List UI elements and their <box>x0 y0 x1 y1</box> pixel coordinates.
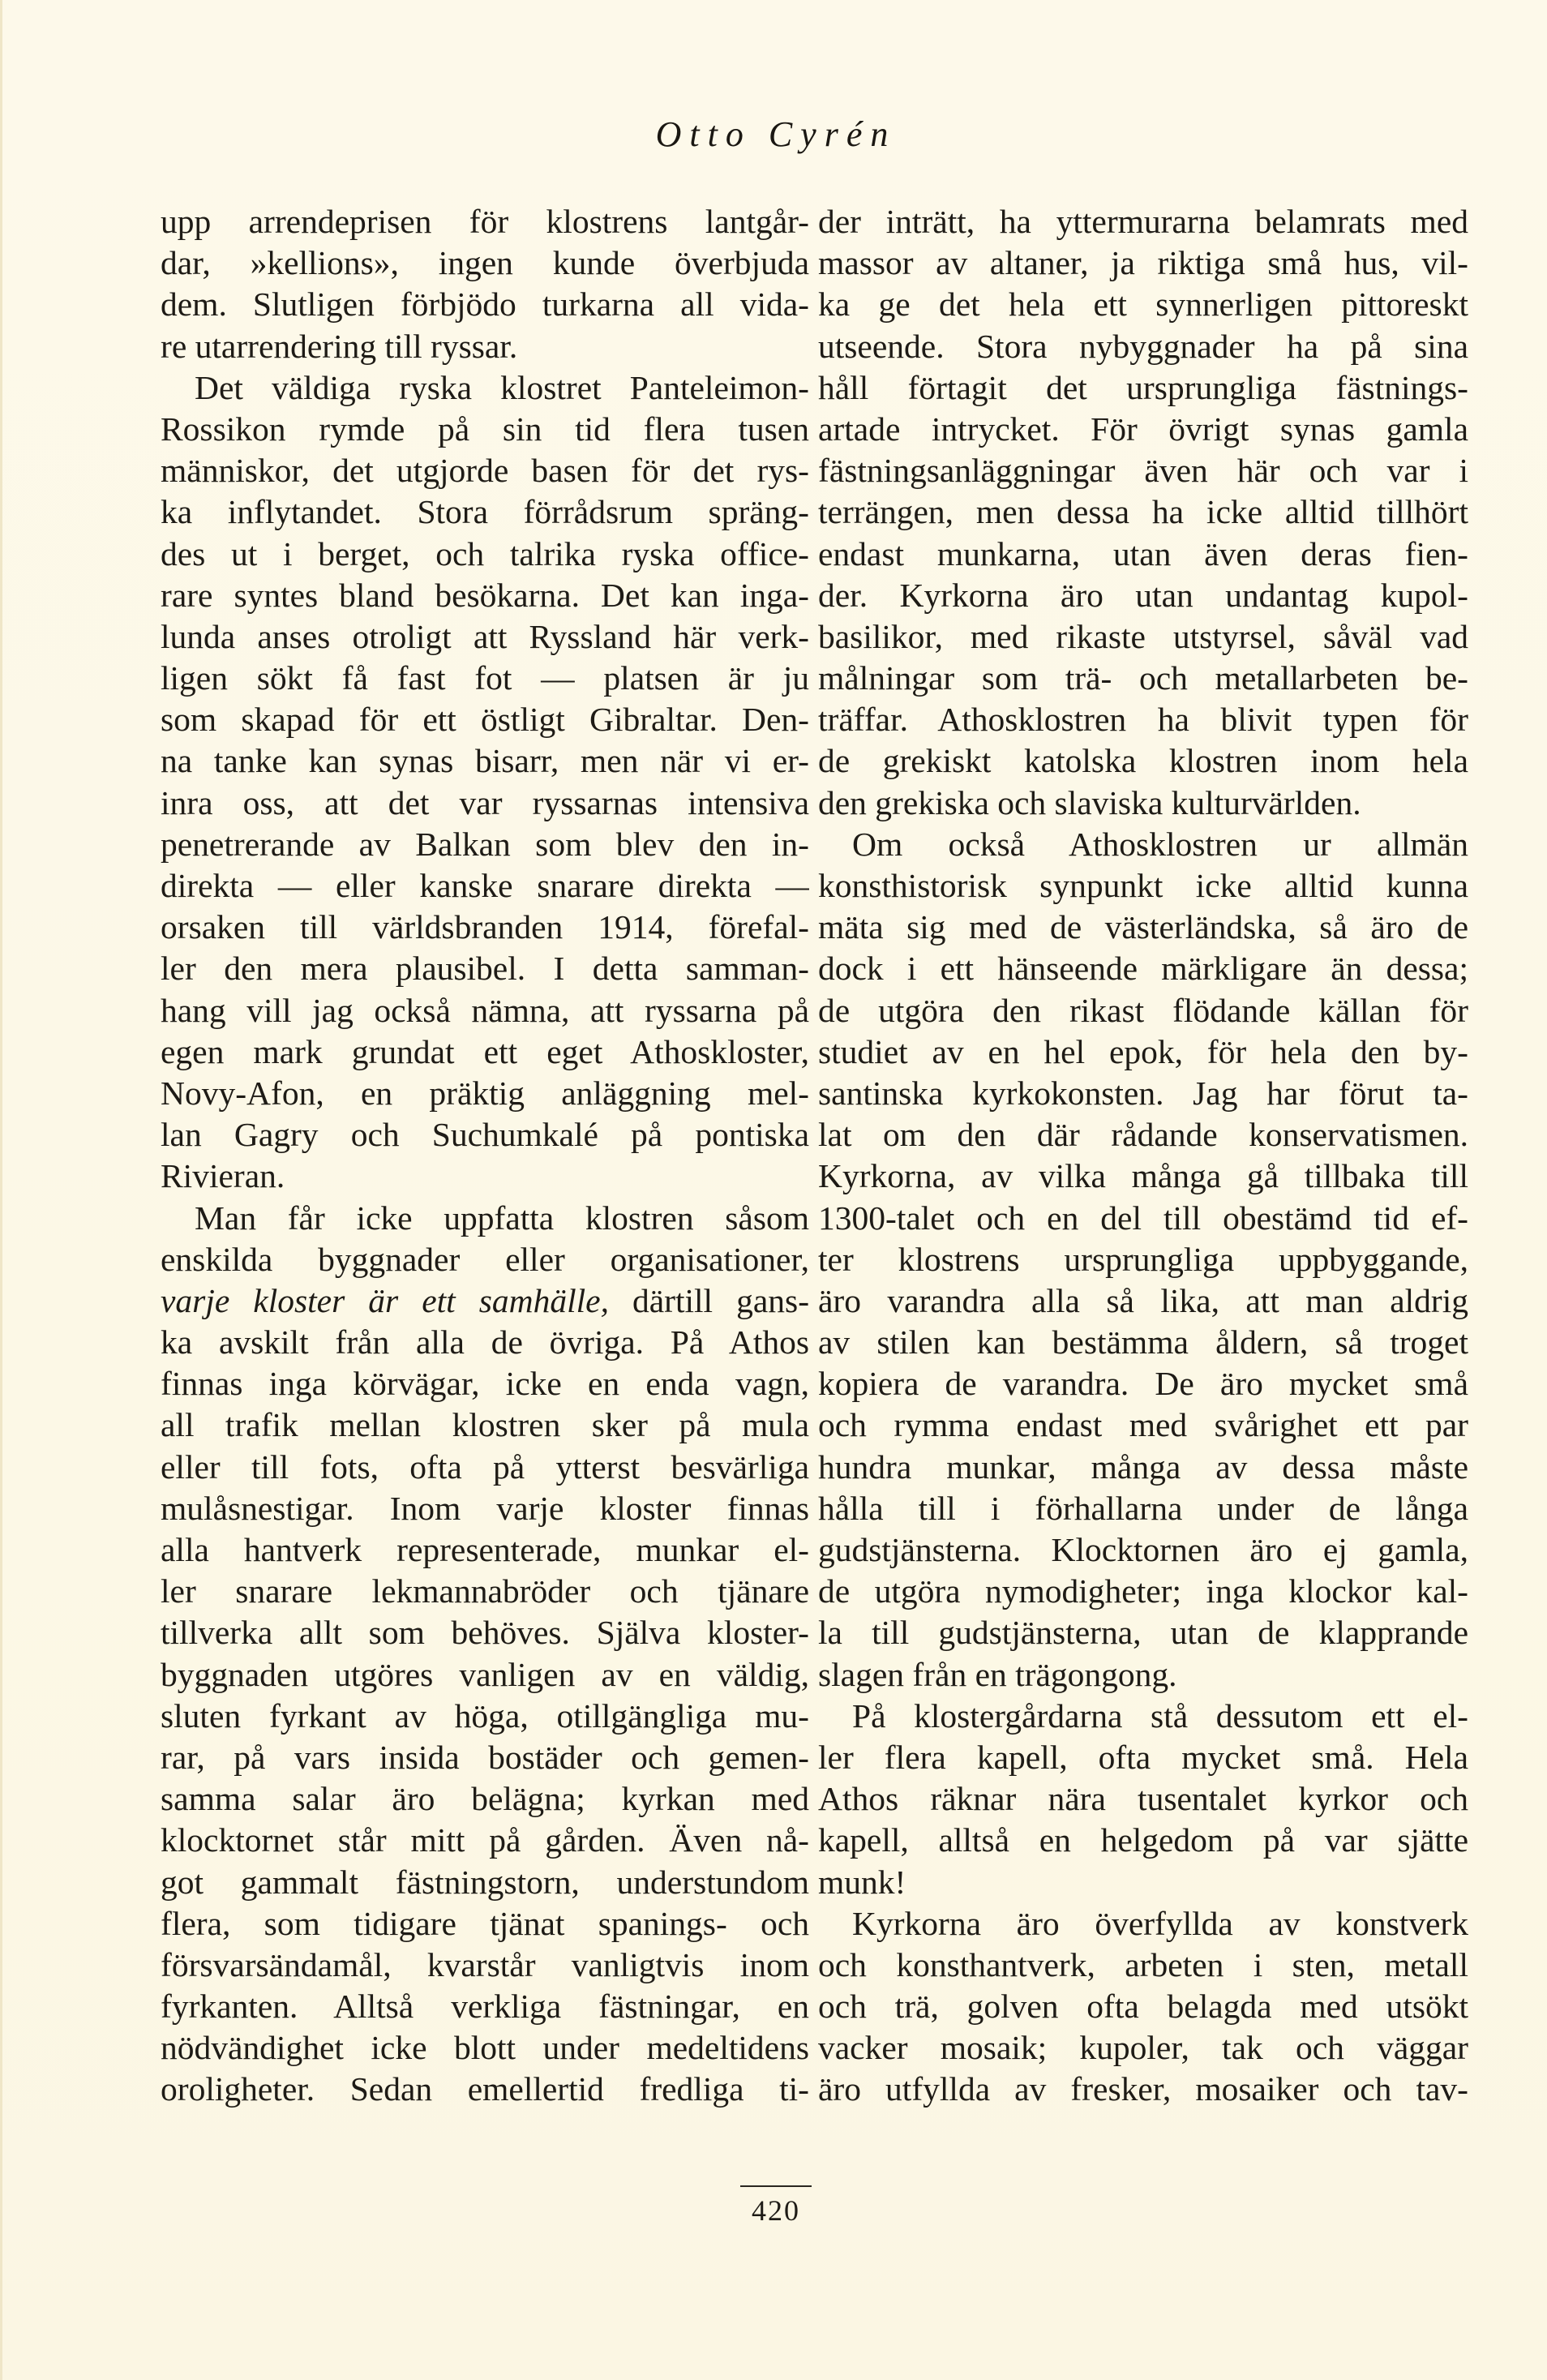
text-line: människor, det utgjorde basen för det rys- <box>161 452 809 490</box>
text-line: penetrerande av Balkan som blev den in- <box>161 825 809 863</box>
text-line: la till gudstjänsterna, utan de klapprande <box>818 1614 1468 1652</box>
text-line: all trafik mellan klostren sker på mula <box>161 1406 809 1444</box>
text-line: na tanke kan synas bisarr, men när vi er- <box>161 742 809 780</box>
text-line: håll förtagit det ursprungliga fästnings- <box>818 368 1468 406</box>
line-text: därtill gans- <box>608 1281 809 1319</box>
text-line: tillverka allt som behöves. Själva kloster- <box>161 1614 809 1652</box>
text-line: orsaken till världsbranden 1914, förefal- <box>161 908 809 946</box>
text-line: santinska kyrkokonsten. Jag har förut ta- <box>818 1074 1468 1112</box>
text-line: munk! <box>818 1863 906 1901</box>
text-line: äro varandra alla så lika, att man aldrig <box>818 1281 1468 1319</box>
text-line: 1300-talet och en del till obestämd tid ef- <box>818 1199 1468 1237</box>
text-line: direkta — eller kanske snarare direkta — <box>161 867 809 904</box>
page-number: 420 <box>752 2194 800 2227</box>
text-line: kopiera de varandra. De äro mycket små <box>818 1365 1468 1403</box>
text-line: och konsthantverk, arbeten i sten, metall <box>818 1945 1468 1983</box>
emphasized-text: varje kloster är ett samhälle, <box>161 1281 609 1319</box>
text-line: de grekiskt katolska klostren inom hela <box>818 742 1468 780</box>
text-line: dar, »kellions», ingen kunde överbjuda <box>161 244 809 282</box>
text-line: dock i ett hänseende märkligare än dessa; <box>818 950 1468 988</box>
text-line: Athos räknar nära tusentalet kyrkor och <box>818 1780 1468 1818</box>
text-line: mäta sig med de västerländska, så äro de <box>818 908 1468 946</box>
text-line: ler snarare lekmannabröder och tjänare <box>161 1572 809 1610</box>
text-line: samma salar äro belägna; kyrkan med <box>161 1780 809 1818</box>
text-line: nödvändighet icke blott under medeltidens <box>161 2029 809 2067</box>
text-line: eller till fots, ofta på ytterst besvärliga <box>161 1447 809 1486</box>
text-line: massor av altaner, ja riktiga små hus, vil- <box>818 244 1468 282</box>
text-line: slagen från en trägongong. <box>818 1655 1177 1693</box>
text-line: Det väldiga ryska klostret Panteleimon- <box>195 368 809 406</box>
text-line: utseende. Stora nybyggnader ha på sina <box>818 327 1468 365</box>
text-line: des ut i berget, och talrika ryska office- <box>161 534 809 572</box>
text-line: äro utfyllda av fresker, mosaiker och tav- <box>818 2070 1468 2108</box>
text-line: rar, på vars insida bostäder och gemen- <box>161 1738 809 1776</box>
text-line: ler den mera plausibel. I detta samman- <box>161 950 809 988</box>
text-line: av stilen kan bestämma åldern, så troget <box>818 1323 1468 1362</box>
text-line: inra oss, att det var ryssarnas intensiva <box>161 783 809 821</box>
text-line: klocktornet står mitt på gården. Även nå- <box>161 1821 809 1859</box>
text-line: Novy-Afon, en präktig anläggning mel- <box>161 1074 809 1112</box>
text-line: Kyrkorna, av vilka många gå tillbaka till <box>818 1157 1468 1195</box>
footer-rule-divider <box>740 2185 812 2187</box>
text-line: rare syntes bland besökarna. Det kan inga- <box>161 576 809 614</box>
text-line: artade intrycket. För övrigt synas gamla <box>818 410 1468 448</box>
text-line: finnas inga körvägar, icke en enda vagn, <box>161 1365 809 1403</box>
text-line: och rymma endast med svårighet ett par <box>818 1406 1468 1444</box>
text-line: re utarrendering till ryssar. <box>161 327 518 365</box>
text-line: de utgöra den rikast flödande källan för <box>818 991 1468 1029</box>
text-line: ler flera kapell, ofta mycket små. Hela <box>818 1738 1468 1776</box>
text-line: studiet av en hel epok, för hela den by- <box>818 1032 1468 1070</box>
text-line <box>161 1280 809 1322</box>
text-line: hålla till i förhallarna under de långa <box>818 1489 1468 1527</box>
text-line: På klostergårdarna stå dessutom ett el- <box>852 1696 1468 1735</box>
text-line: der inträtt, ha yttermurarna belamrats med <box>818 203 1468 240</box>
text-line: got gammalt fästningstorn, understundom <box>161 1863 809 1901</box>
text-line: der. Kyrkorna äro utan undantag kupol- <box>818 576 1468 614</box>
text-line: Rossikon rymde på sin tid flera tusen <box>161 410 809 448</box>
text-line: kapell, alltså en helgedom på var sjätte <box>818 1821 1468 1859</box>
running-head-author: Otto Cyrén <box>655 114 897 154</box>
text-line: ka avskilt från alla de övriga. På Athos <box>161 1323 809 1362</box>
text-line: Rivieran. <box>161 1157 285 1195</box>
text-line: fyrkanten. Alltså verkliga fästningar, en <box>161 1988 809 2026</box>
text-line: hundra munkar, många av dessa måste <box>818 1447 1468 1486</box>
text-line: flera, som tidigare tjänat spanings- och <box>161 1904 809 1942</box>
page-footer <box>2 2185 1547 2228</box>
text-line: byggnaden utgöres vanligen av en väldig, <box>161 1655 809 1693</box>
text-line: ter klostrens ursprungliga uppbyggande, <box>818 1240 1468 1278</box>
text-line: ka ge det hela ett synnerligen pittoreskt <box>818 285 1468 324</box>
text-line: försvarsändamål, kvarstår vanligtvis inom <box>161 1945 809 1983</box>
text-line: Man får icke uppfatta klostren såsom <box>195 1199 809 1237</box>
text-line: alla hantverk representerade, munkar el- <box>161 1531 809 1568</box>
text-line: de utgöra nymodigheter; inga klockor kal- <box>818 1572 1468 1610</box>
text-line: ligen sökt få fast fot — platsen är ju <box>161 659 809 697</box>
text-line: den grekiska och slaviska kulturvärlden. <box>818 783 1361 821</box>
text-line: ka inflytandet. Stora förrådsrum spräng- <box>161 493 809 531</box>
text-line: och trä, golven ofta belagda med utsökt <box>818 1988 1468 2026</box>
text-line: egen mark grundat ett eget Athoskloster, <box>161 1032 809 1070</box>
text-line: Om också Athosklostren ur allmän <box>852 825 1468 863</box>
text-line: endast munkarna, utan även deras fien- <box>818 534 1468 572</box>
text-line: lunda anses otroligt att Ryssland här verk- <box>161 617 809 655</box>
text-column-left <box>161 201 809 2111</box>
text-line: konsthistorisk synpunkt icke alltid kunna <box>818 867 1468 904</box>
text-line: lat om den där rådande konservatismen. <box>818 1116 1468 1154</box>
text-line: målningar som trä- och metallarbeten be- <box>818 659 1468 697</box>
text-line: gudstjänsterna. Klocktornen äro ej gamla, <box>818 1531 1468 1568</box>
text-line: vacker mosaik; kupoler, tak och väggar <box>818 2029 1468 2067</box>
text-line: terrängen, men dessa ha icke alltid tillhört <box>818 493 1468 531</box>
text-line: lan Gagry och Suchumkalé på pontiska <box>161 1116 809 1154</box>
text-line: oroligheter. Sedan emellertid fredliga ti- <box>161 2070 809 2108</box>
text-line: sluten fyrkant av höga, otillgängliga mu- <box>161 1696 809 1735</box>
text-line: hang vill jag också nämna, att ryssarna på <box>161 991 809 1029</box>
text-line: som skapad för ett östligt Gibraltar. Den- <box>161 701 809 739</box>
text-line: upp arrendeprisen för klostrens lantgår- <box>161 203 809 240</box>
text-line: dem. Slutligen förbjödo turkarna all vida- <box>161 285 809 324</box>
text-line: Kyrkorna äro överfyllda av konstverk <box>852 1904 1468 1942</box>
text-line: enskilda byggnader eller organisationer, <box>161 1240 809 1278</box>
text-line: basilikor, med rikaste utstyrsel, såväl vad <box>818 617 1468 655</box>
text-line: fästningsanläggningar även här och var i <box>818 452 1468 490</box>
text-column-right <box>818 201 1468 2111</box>
text-line: träffar. Athosklostren ha blivit typen för <box>818 701 1468 739</box>
text-line: mulåsnestigar. Inom varje kloster finnas <box>161 1489 809 1527</box>
